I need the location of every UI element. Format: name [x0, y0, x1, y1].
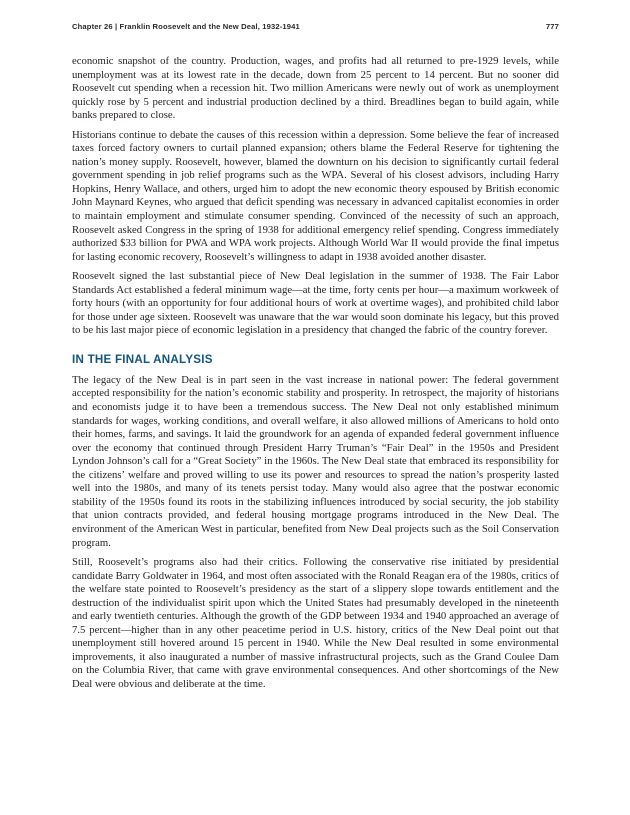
body-paragraph: The legacy of the New Deal is in part seen in the vast increase in national power: The federal government accepted responsibility for the nation’s economic stability and prosperity. In retrospect, the majority of historians and economists judge it to have been a tremendous success. The New Deal not only established minimum standards for wages, working conditions, and overall welfare, it also allowed millions of Americans to hold onto their homes, farms, and savings. It laid the groundwork for an agenda of expanded federal government influence over the economy that continued through President Harry Truman’s “Fair Deal” in the 1950s and President Lyndon Johnson’s call for a “Great Society” in the 1960s. The New Deal state that embraced its responsibility for the citizens’ welfare and proved willing to use its power and resources to spread the nation’s prosperity lasted well into the 1980s, and many of its tenets persist today. Many would also agree that the postwar economic stability of the 1950s found its roots in the stabilizing influences introduced by social security, the job stability that union contracts provided, and federal housing mortgage programs introduced in the New Deal. The environment of the American West in particular, benefited from New Deal projects such as the Soil Conservation program.: [72, 373, 559, 549]
body-paragraph: economic snapshot of the country. Production, wages, and profits had all returned to pre-1929 levels, while unemployment was at its lowest rate in the decade, down from 25 percent to 14 percent. But no sooner did Roosevelt cut spending when a recession hit. Two million Americans were newly out of work as unemployment quickly rose by 5 percent and industrial production declined by a third. Breadlines began to build again, while banks prepared to close.: [72, 55, 559, 122]
page-content: [72, 55, 559, 698]
page-number: 777: [545, 22, 559, 31]
running-header: [72, 22, 559, 31]
section-heading: IN THE FINAL ANALYSIS: [72, 352, 213, 366]
body-paragraph: Roosevelt signed the last substantial piece of New Deal legislation in the summer of 1938. The Fair Labor Standards Act established a federal minimum wage—at the time, forty cents per hour—a maximum workweek of forty hours (with an opportunity for four additional hours of work at overtime wages), and prohibited child labor for those under age sixteen. Roosevelt was unaware that the war would soon dominate his legacy, but this proved to be his last major piece of economic legislation in a presidency that changed the fabric of the country forever.: [72, 270, 559, 337]
body-paragraph: Historians continue to debate the causes of this recession within a depression. Some believe the fear of increased taxes forced factory owners to curtail planned expansion; others blame the Federal Reserve for tightening the nation’s money supply. Roosevelt, however, blamed the downturn on his decision to significantly curtail federal government spending in job relief programs such as the WPA. Several of his closest advisors, including Harry Hopkins, Henry Wallace, and others, urged him to adopt the new economic theory espoused by British economic John Maynard Keynes, who argued that deficit spending was necessary in advanced capitalist economies in order to maintain employment and stimulate consumer spending. Convinced of the necessity of such an approach, Roosevelt asked Congress in the spring of 1938 for additional emergency relief spending. Congress immediately authorized $33 billion for PWA and WPA work projects. Although World War II would provide the final impetus for lasting economic recovery, Roosevelt’s willingness to adapt in 1938 avoided another disaster.: [72, 128, 559, 263]
chapter-title: Chapter 26 | Franklin Roosevelt and the New Deal, 1932-1941: [72, 22, 300, 31]
body-paragraph: Still, Roosevelt’s programs also had their critics. Following the conservative rise initiated by presidential candidate Barry Goldwater in 1964, and most often associated with the Ronald Reagan era of the 1980s, critics of the welfare state pointed to Roosevelt’s presidency as the start of a slippery slope towards entitlement and the destruction of the individualist spirit upon which the United States had presumably developed in the nineteenth and early twentieth centuries. Although the growth of the GDP between 1934 and 1940 approached an average of 7.5 percent—higher than in any other peacetime period in U.S. history, critics of the New Deal point out that unemployment still hovered around 15 percent in 1940. While the New Deal resulted in some environmental improvements, it also inaugurated a number of massive infrastructural projects, such as the Grand Coulee Dam on the Columbia River, that came with grave environmental consequences. And other shortcomings of the New Deal were obvious and deliberate at the time.: [72, 556, 559, 690]
